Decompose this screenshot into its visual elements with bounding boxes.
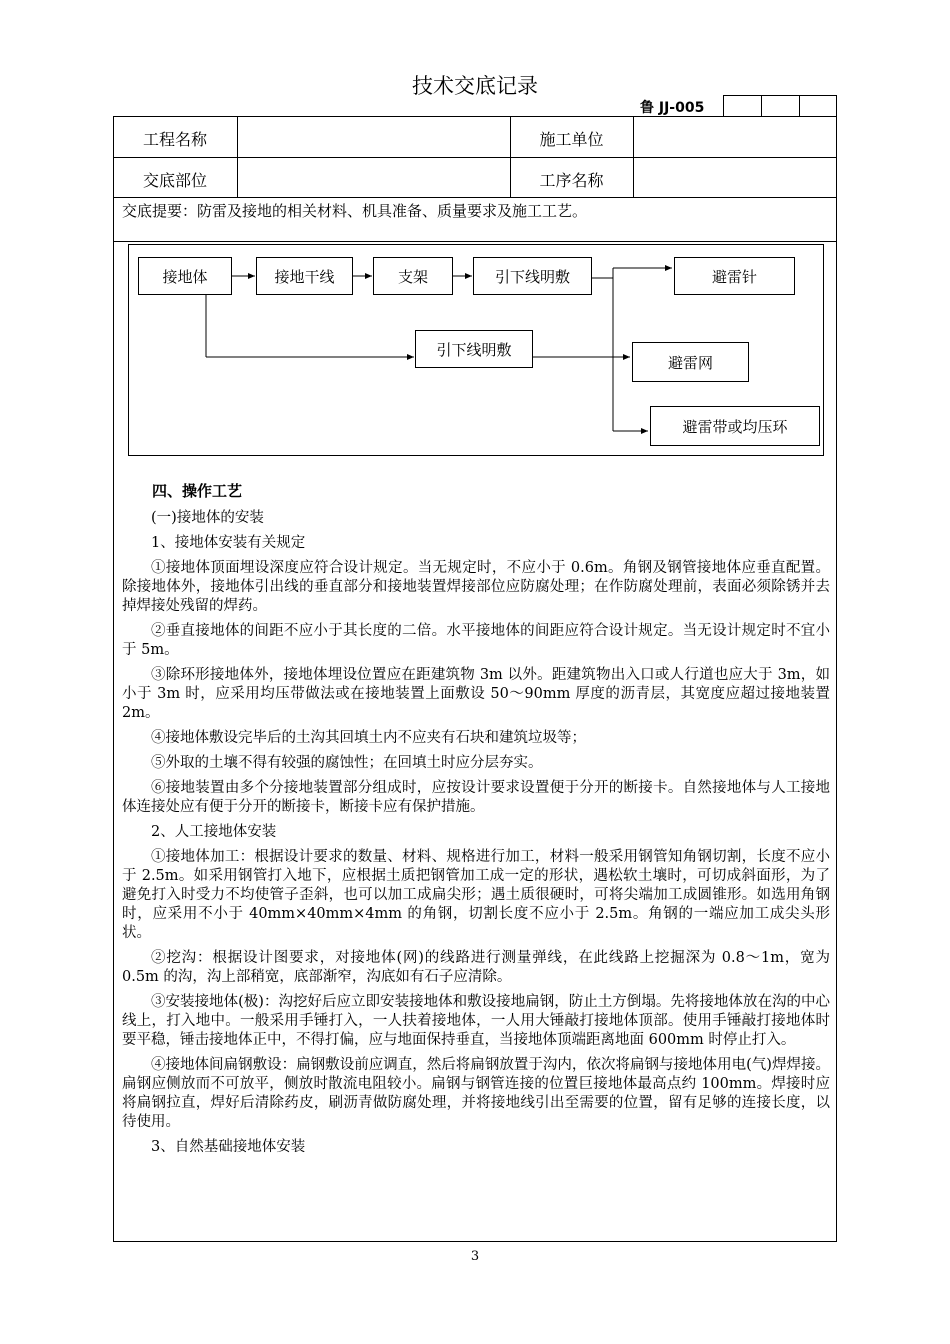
page-number: 3: [470, 1249, 480, 1264]
flow-box-lightning-rod: 避雷针: [674, 257, 795, 295]
procedure-content: [122, 482, 830, 1163]
paragraph-3: ③除环形接地体外，接地体埋设位置应在距建筑物 3m 以外。距建筑物出入口或人行道也应大于 3m，如小于 3m 时，应采用均压带做法或在接地装置上面敷设 50～90mm 厚度的沥青层，其宽度应超过接地装置 2m。: [122, 667, 830, 721]
construction-unit-label: 施工单位: [539, 130, 604, 149]
flow-box-lightning-net: 避雷网: [632, 342, 749, 382]
paragraph-9: ③安装接地体(极)：沟挖好后应立即安装接地体和敷设接地扁钢，防止土方倒塌。先将接地体放在沟的中心线上，打入地中。一般采用手锤打入，一人扶着接地体，一人用大锤敲打接地体顶部。使用手锤敲打接地体时要平稳，锤击接地体正中，不得打偏，应与地面保持垂直，当接地体顶端距离地面 600mm 时停止打入。: [122, 994, 830, 1048]
paragraph-8: ②挖沟：根据设计图要求，对接地体(网)的线路进行测量弹线，在此线路上挖掘深为 0.8～1m，宽为 0.5m 的沟，沟上部稍宽，底部渐窄，沟底如有石子应清除。: [122, 950, 830, 985]
flow-box-grounding-trunk: 接地干线: [256, 257, 353, 295]
flow-box-lightning-belt: 避雷带或均压环: [650, 406, 820, 446]
disclosure-part-label: 交底部位: [142, 171, 207, 190]
item-heading-3: 3、自然基础接地体安装: [151, 1139, 306, 1155]
flow-box-bracket: 支架: [373, 257, 453, 295]
process-name-label: 工序名称: [539, 171, 604, 190]
paragraph-10: ④接地体间扁钢敷设：扁钢敷设前应调直，然后将扁钢放置于沟内，依次将扁钢与接地体用电(气)焊焊接。扁钢应侧放而不可放平，侧放时散流电阻较小。扁钢与钢管连接的位置巨接地体最高点约 100mm。焊接时应将扁钢拉直，焊好后清除药皮，刷沥青做防腐处理，并将接地线引出至需要的位置，留有足够的连接长度，以待使用。: [122, 1057, 830, 1130]
paragraph-6: ⑥接地装置由多个分接地装置部分组成时，应按设计要求设置便于分开的断接卡。自然接地体与人工接地体连接处应有便于分开的断接卡，断接卡应有保护措施。: [122, 780, 830, 815]
paragraph-1: ①接地体顶面埋设深度应符合设计规定。当无规定时，不应小于 0.6m。角钢及钢管接地体应垂直配置。除接地体外，接地体引出线的垂直部分和接地装置焊接部位应防腐处理；在作防腐处理前，表面必须除锈并去掉焊接处残留的焊药。: [122, 560, 830, 614]
project-name-label: 工程名称: [142, 130, 207, 149]
section-heading: 四、操作工艺: [152, 482, 243, 500]
item-heading-2: 2、人工接地体安装: [151, 824, 277, 840]
subsection-heading: (一)接地体的安装: [151, 510, 264, 526]
paragraph-5: ⑤外取的土壤不得有较强的腐蚀性；在回填土时应分层夯实。: [151, 755, 543, 771]
flow-box-grounding-body: 接地体: [138, 257, 232, 295]
paragraph-7: ①接地体加工：根据设计要求的数量、材料、规格进行加工，材料一般采用钢管知角钢切割，长度不应小于 2.5m。如采用钢管打入地下，应根据土质把钢管加工成一定的形状，遇松软土壤时，可切成斜面形，为了避免打入时受力不均使管子歪斜，也可以加工成扁尖形；遇土质很硬时，可将尖端加工成圆锥形。如选用角钢时，应采用不小于 40mm×40mm×4mm 的角钢，切割长度不应小于 2.5m。角钢的一端应加工成尖头形状。: [122, 849, 830, 941]
form-code: 鲁 JJ-005: [640, 100, 705, 116]
disclosure-summary: 交底提要：防雷及接地的相关材料、机具准备、质量要求及施工工艺。: [122, 202, 588, 220]
flow-box-downlead-2: 引下线明敷: [415, 330, 533, 368]
document-title: 技术交底记录: [412, 74, 538, 98]
paragraph-4: ④接地体敷设完毕后的土沟其回填土内不应夹有石块和建筑垃圾等；: [151, 730, 586, 746]
flow-box-downlead-1: 引下线明敷: [473, 257, 592, 295]
item-heading-1: 1、接地体安装有关规定: [151, 535, 306, 551]
paragraph-2: ②垂直接地体的间距不应小于其长度的二倍。水平接地体的间距应符合设计规定。当无设计规定时不宜小于 5m。: [122, 623, 830, 658]
